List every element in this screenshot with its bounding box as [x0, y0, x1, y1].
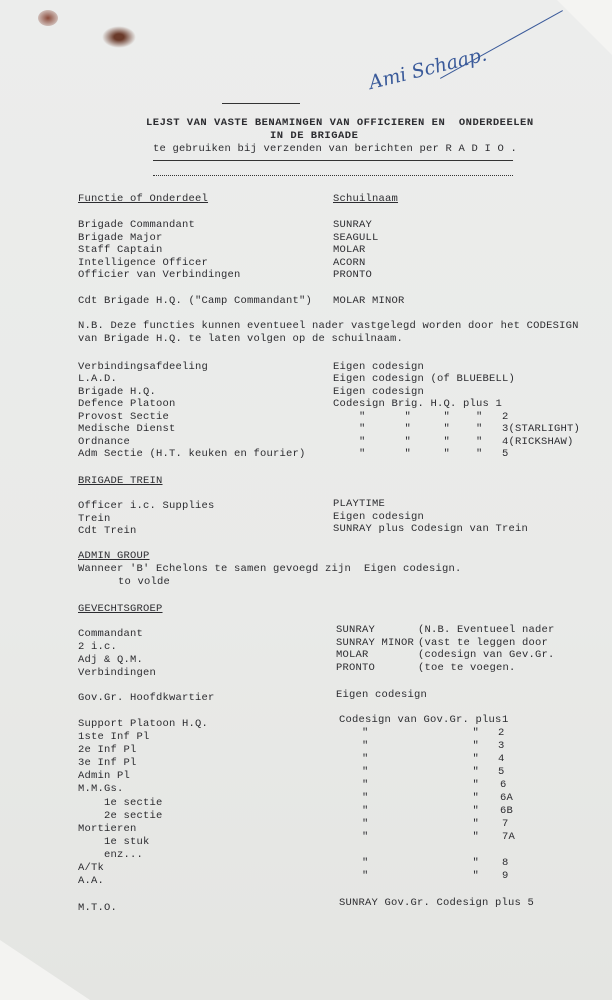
- support-number: 6: [500, 779, 507, 791]
- unit-function: Adm Sectie (H.T. keuken en fourier): [78, 448, 306, 460]
- title-rule: [222, 103, 300, 104]
- unit-name: Eigen codesign (of BLUEBELL): [333, 373, 516, 385]
- support-name: " ": [362, 753, 480, 765]
- support-name: " ": [362, 857, 480, 869]
- support-function: 1e stuk: [78, 836, 150, 848]
- separator-rule: [153, 175, 513, 176]
- cdt-name: MOLAR MINOR: [333, 295, 405, 307]
- gevecht-function: Commandant: [78, 628, 144, 640]
- handwritten-annotation: Ami Schaap.: [366, 43, 490, 94]
- section-heading-admin: ADMIN GROUP: [78, 550, 150, 562]
- support-name: " ": [362, 805, 480, 817]
- unit-name: Eigen codesign: [333, 361, 425, 373]
- gevecht-name: MOLAR: [336, 649, 369, 661]
- unit-function: Defence Platoon: [78, 398, 176, 410]
- support-function: 1e sectie: [78, 797, 163, 809]
- support-number: 6A: [500, 792, 514, 804]
- gevecht-name: SUNRAY MINOR: [336, 637, 415, 649]
- unit-function: Brigade H.Q.: [78, 386, 157, 398]
- gevecht-note: (N.B. Eventueel nader: [418, 624, 555, 636]
- mto-function: M.T.O.: [78, 902, 118, 914]
- nb-line-1: N.B. Deze functies kunnen eventueel nader vastgelegd worden door het CODESIGN: [78, 320, 579, 332]
- unit-name: " " " " 3(STARLIGHT): [359, 423, 581, 435]
- unit-function: Verbindingsafdeeling: [78, 361, 209, 373]
- stain-mark: [102, 26, 136, 48]
- gevecht-function: Adj & Q.M.: [78, 654, 144, 666]
- admin-line-2: to volde: [118, 576, 171, 588]
- gevecht-note: (toe te voegen.: [418, 662, 516, 674]
- support-name: " ": [362, 870, 480, 882]
- support-number: 7A: [502, 831, 516, 843]
- section-heading-trein: BRIGADE TREIN: [78, 475, 163, 487]
- support-number: 6B: [500, 805, 514, 817]
- unit-name: " " " " 4(RICKSHAW): [359, 436, 574, 448]
- gevecht-function: Verbindingen: [78, 667, 157, 679]
- support-function: A/Tk: [78, 862, 105, 874]
- support-name: Codesign van Gov.Gr. plus: [339, 714, 502, 726]
- support-number: 9: [502, 870, 509, 882]
- gevecht-note: (vast te leggen door: [418, 637, 549, 649]
- officer-name: SUNRAY: [333, 219, 373, 231]
- title-line-1: LEJST VAN VASTE BENAMINGEN VAN OFFICIEREN EN ONDERDEELEN: [146, 117, 534, 129]
- unit-function: L.A.D.: [78, 373, 118, 385]
- support-name: " ": [362, 740, 480, 752]
- trein-function: Officer i.c. Supplies: [78, 500, 215, 512]
- support-number: 3: [498, 740, 505, 752]
- officer-name: PRONTO: [333, 269, 373, 281]
- officer-function: Brigade Major: [78, 232, 163, 244]
- support-number: 5: [498, 766, 505, 778]
- support-function: 2e sectie: [78, 810, 163, 822]
- support-name: " ": [362, 831, 480, 843]
- section-heading-gevecht: GEVECHTSGROEP: [78, 603, 163, 615]
- support-name: " ": [362, 818, 480, 830]
- gevecht-note: (codesign van Gev.Gr.: [418, 649, 555, 661]
- unit-name: Codesign Brig. H.Q. plus 1: [333, 398, 503, 410]
- support-number: 1: [502, 714, 509, 726]
- gevecht-function: 2 i.c.: [78, 641, 118, 653]
- unit-function: Medische Dienst: [78, 423, 176, 435]
- column-header-function: Functie of Onderdeel: [78, 193, 209, 205]
- trein-function: Trein: [78, 513, 111, 525]
- trein-name: SUNRAY plus Codesign van Trein: [333, 523, 529, 535]
- officer-function: Staff Captain: [78, 244, 163, 256]
- title-line-2: IN DE BRIGADE: [270, 130, 359, 142]
- officer-function: Intelligence Officer: [78, 257, 209, 269]
- support-function: 3e Inf Pl: [78, 757, 137, 769]
- support-function: enz...: [78, 849, 144, 861]
- officer-name: SEAGULL: [333, 232, 379, 244]
- trein-function: Cdt Trein: [78, 525, 137, 537]
- gevecht-hq-function: Gov.Gr. Hoofdkwartier: [78, 692, 215, 704]
- support-name: " ": [362, 779, 480, 791]
- support-number: 8: [502, 857, 509, 869]
- support-function: M.M.Gs.: [78, 783, 124, 795]
- officer-name: MOLAR: [333, 244, 366, 256]
- trein-name: PLAYTIME: [333, 498, 386, 510]
- officer-function: Officier van Verbindingen: [78, 269, 241, 281]
- nb-line-2: van Brigade H.Q. te laten volgen op de schuilnaam.: [78, 333, 404, 345]
- unit-function: Ordnance: [78, 436, 131, 448]
- column-header-name: Schuilnaam: [333, 193, 399, 205]
- support-number: 2: [498, 727, 505, 739]
- officer-name: ACORN: [333, 257, 366, 269]
- support-function: 1ste Inf Pl: [78, 731, 150, 743]
- support-function: A.A.: [78, 875, 105, 887]
- title-line-3: te gebruiken bij verzenden van berichten per R A D I O .: [153, 143, 518, 155]
- support-number: 7: [502, 818, 509, 830]
- support-name: " ": [362, 792, 480, 804]
- handwritten-stroke: [440, 10, 563, 79]
- folded-corner-bottom-left: [0, 940, 90, 1000]
- gevecht-name: SUNRAY: [336, 624, 376, 636]
- folded-corner-top-right: [557, 0, 612, 55]
- mto-name: SUNRAY Gov.Gr. Codesign plus 5: [339, 897, 535, 909]
- support-name: " ": [362, 727, 480, 739]
- admin-line-1: Wanneer 'B' Echelons te samen gevoegd zijn Eigen codesign.: [78, 563, 462, 575]
- support-function: 2e Inf Pl: [78, 744, 137, 756]
- gevecht-name: PRONTO: [336, 662, 376, 674]
- support-function: Support Platoon H.Q.: [78, 718, 209, 730]
- support-name: " ": [362, 766, 480, 778]
- unit-name: " " " " 5: [359, 448, 509, 460]
- trein-name: Eigen codesign: [333, 511, 425, 523]
- support-number: 4: [498, 753, 505, 765]
- officer-function: Brigade Commandant: [78, 219, 196, 231]
- stain-mark: [38, 10, 58, 26]
- unit-name: Eigen codesign: [333, 386, 425, 398]
- unit-name: " " " " 2: [359, 411, 509, 423]
- gevecht-hq-name: Eigen codesign: [336, 689, 428, 701]
- support-function: Mortieren: [78, 823, 137, 835]
- title-underline: [153, 160, 513, 161]
- unit-function: Provost Sectie: [78, 411, 170, 423]
- support-function: Admin Pl: [78, 770, 131, 782]
- cdt-function: Cdt Brigade H.Q. ("Camp Commandant"): [78, 295, 313, 307]
